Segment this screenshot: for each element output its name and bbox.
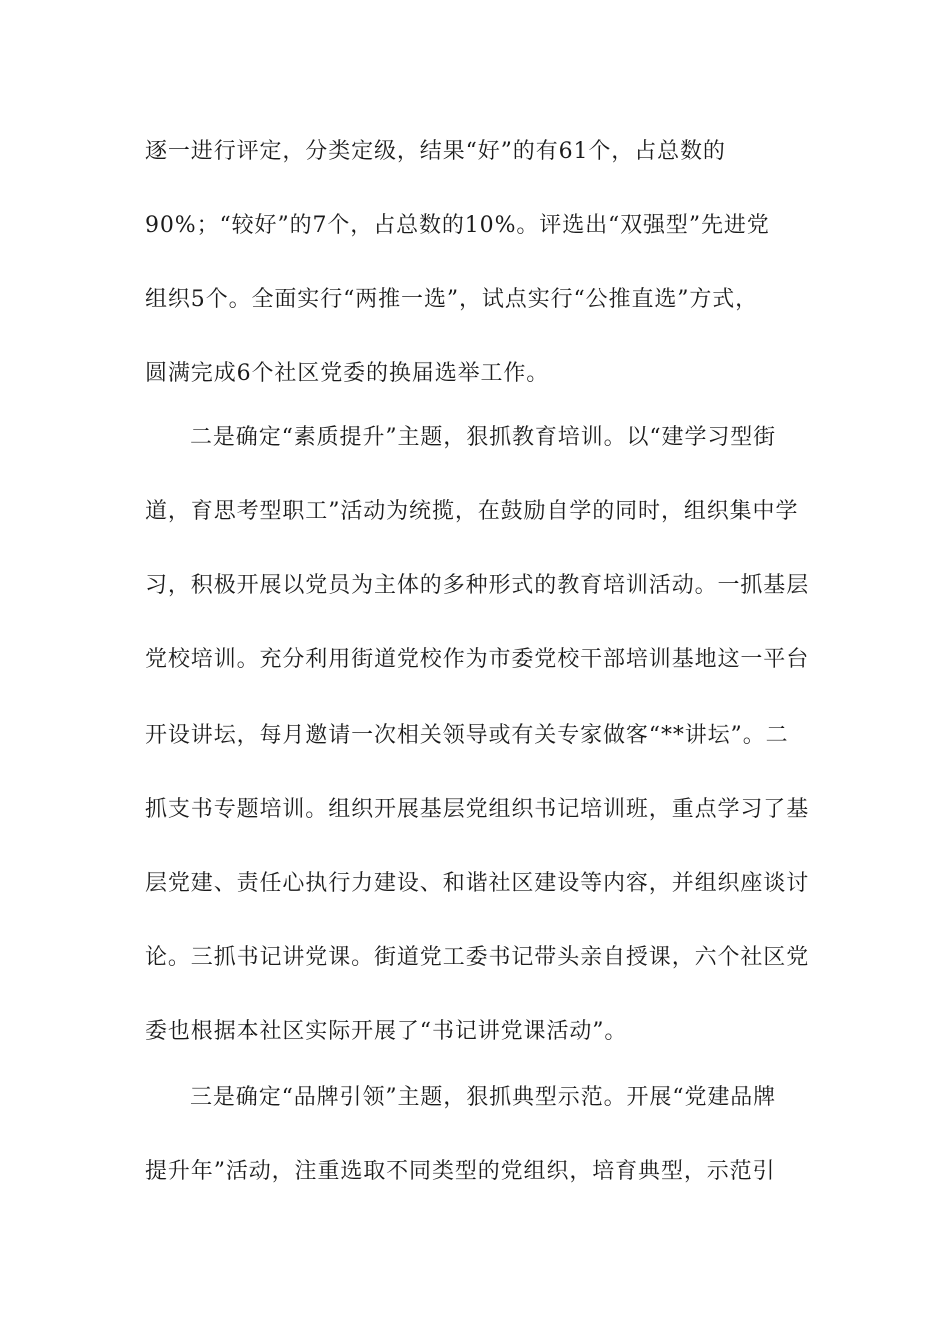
text-line: 提升年”活动，注重选取不同类型的党组织，培育典型，示范引 [145, 1159, 776, 1184]
text-line: 层党建、责任心执行力建设、和谐社区建设等内容，并组织座谈讨 [145, 871, 810, 896]
paragraph-first-line: 三是确定“品牌引领”主题，狠抓典型示范。开展“党建品牌 [190, 1085, 777, 1110]
text-line: 党校培训。充分利用街道党校作为市委党校干部培训基地这一平台 [145, 647, 810, 672]
text-line: 组织5个。全面实行“两推一选”，试点实行“公推直选”方式， [145, 287, 759, 312]
text-line: 抓支书专题培训。组织开展基层党组织书记培训班，重点学习了基 [145, 797, 810, 822]
text-line: 委也根据本社区实际开展了“书记讲党课活动”。 [145, 1019, 628, 1044]
text-line: 论。三抓书记讲党课。街道党工委书记带头亲自授课，六个社区党 [145, 945, 810, 970]
text-line: 开设讲坛，每月邀请一次相关领导或有关专家做客“**讲坛”。二 [145, 723, 789, 748]
paragraph-first-line: 二是确定“素质提升”主题，狠抓教育培训。以“建学习型街 [190, 425, 777, 450]
text-line: 道，育思考型职工”活动为统揽，在鼓励自学的同时，组织集中学 [145, 499, 799, 524]
text-line: 90%；“较好”的7个，占总数的10%。评选出“双强型”先进党 [145, 213, 770, 238]
text-line: 圆满完成6个社区党委的换届选举工作。 [145, 361, 550, 386]
text-line: 逐一进行评定，分类定级，结果“好”的有61个，占总数的 [145, 139, 726, 164]
text-line: 习，积极开展以党员为主体的多种形式的教育培训活动。一抓基层 [145, 573, 810, 598]
